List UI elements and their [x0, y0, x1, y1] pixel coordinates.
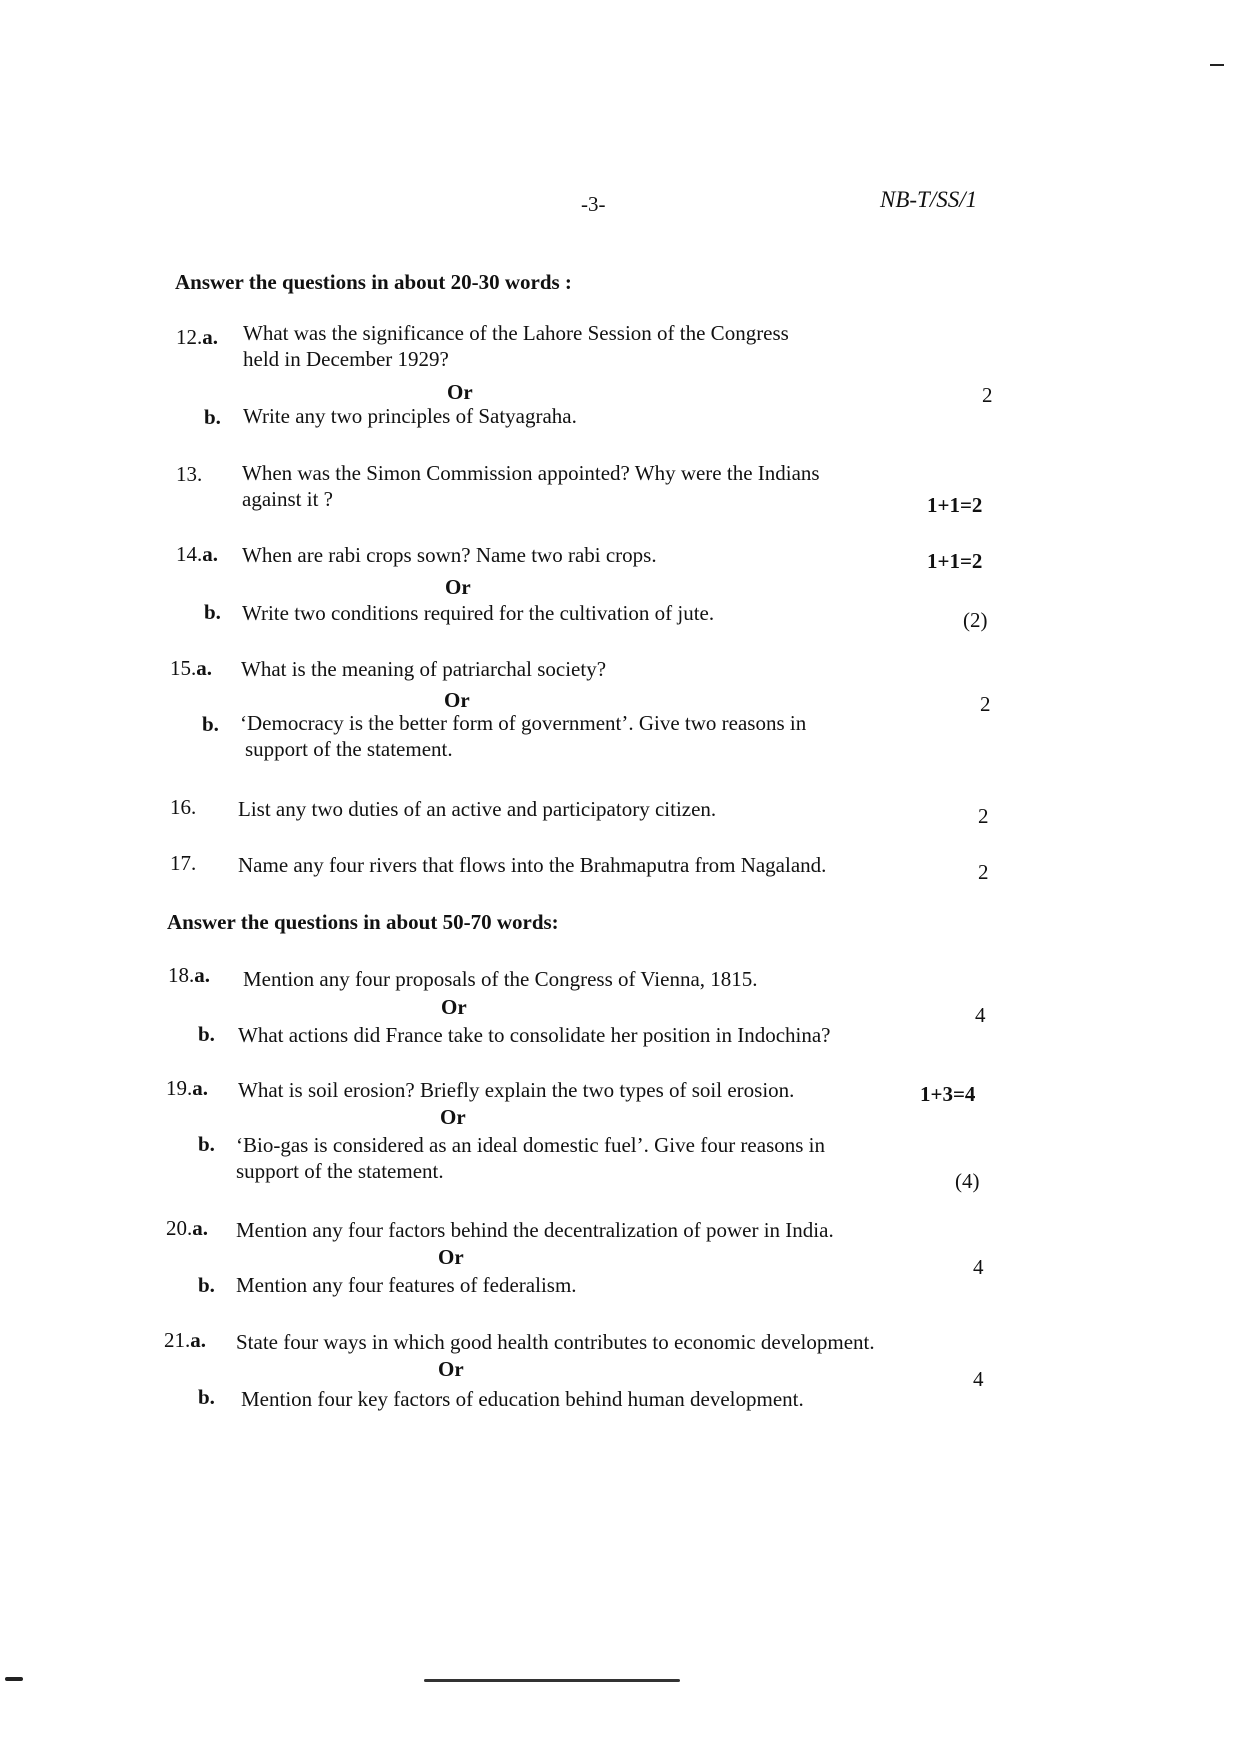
question-20b-text: Mention any four features of federalism. [236, 1273, 577, 1297]
question-15-part-b-letter: b. [202, 712, 219, 736]
question-17-text: Name any four rivers that flows into the Brahmaputra from Nagaland. [238, 853, 827, 877]
question-18a-text: Mention any four proposals of the Congress of Vienna, 1815. [243, 967, 758, 991]
question-number-12 [176, 325, 218, 350]
question-number-19 [166, 1076, 208, 1101]
question-20a-text: Mention any four factors behind the decentralization of power in India. [236, 1218, 834, 1242]
section-heading-short: Answer the questions in about 20-30 words : [175, 270, 572, 294]
question-13-line2: against it ? [242, 487, 333, 511]
question-12a-text [243, 320, 789, 372]
question-number-12-num: 12. [176, 325, 203, 349]
question-20-part-b-letter: b. [198, 1273, 215, 1297]
marks-14a: 1+1=2 [927, 549, 983, 573]
marks-15: 2 [980, 692, 991, 716]
marks-19b: (4) [955, 1169, 980, 1193]
question-21-part-a-letter: a. [190, 1328, 206, 1352]
question-15b-line2: support of the statement. [245, 737, 453, 761]
or-divider-19: Or [440, 1105, 466, 1129]
question-20-part-a-letter: a. [192, 1216, 208, 1240]
question-number-20 [166, 1216, 208, 1241]
paper-code: NB-T/SS/1 [880, 187, 978, 212]
question-number-20-num: 20. [166, 1216, 193, 1240]
marks-19a: 1+3=4 [920, 1082, 976, 1106]
marks-20: 4 [973, 1255, 984, 1279]
or-divider-12: Or [447, 380, 473, 404]
question-15a-text: What is the meaning of patriarchal society? [241, 657, 607, 681]
marks-16: 2 [978, 804, 989, 828]
question-15b-text [240, 710, 806, 762]
question-12-part-a-letter: a. [202, 325, 218, 349]
or-divider-18: Or [441, 995, 467, 1019]
question-number-14-num: 14. [176, 542, 203, 566]
scan-mark-bottom-left [5, 1677, 23, 1681]
question-number-15-num: 15. [170, 656, 197, 680]
question-16-text: List any two duties of an active and participatory citizen. [238, 797, 717, 821]
marks-12: 2 [982, 383, 993, 407]
question-12-part-b-letter: b. [204, 405, 221, 429]
question-21a-text: State four ways in which good health contributes to economic development. [236, 1330, 875, 1354]
question-number-21 [164, 1328, 206, 1353]
scan-mark-top-right [1210, 64, 1224, 66]
question-12b-text: Write any two principles of Satyagraha. [243, 404, 577, 428]
page-number: -3- [581, 192, 606, 216]
marks-13: 1+1=2 [927, 493, 983, 517]
marks-18: 4 [975, 1003, 986, 1027]
question-number-16: 16. [170, 795, 197, 819]
or-divider-15: Or [444, 688, 470, 712]
question-21-part-b-letter: b. [198, 1385, 215, 1409]
question-19b-text [236, 1132, 825, 1184]
question-number-21-num: 21. [164, 1328, 191, 1352]
question-number-18 [168, 963, 210, 988]
question-13-line1: When was the Simon Commission appointed? Why were the Indians [242, 461, 820, 485]
question-19b-line2: support of the statement. [236, 1159, 444, 1183]
marks-17: 2 [978, 860, 989, 884]
question-number-15 [170, 656, 212, 681]
question-number-18-num: 18. [168, 963, 195, 987]
marks-14b: (2) [963, 608, 988, 632]
question-12a-line1: What was the significance of the Lahore Session of the Congress [243, 321, 789, 345]
or-divider-21: Or [438, 1357, 464, 1381]
or-divider-14: Or [445, 575, 471, 599]
question-12a-line2: held in December 1929? [243, 347, 449, 371]
question-number-17: 17. [170, 851, 197, 875]
question-19-part-b-letter: b. [198, 1132, 215, 1156]
or-divider-20: Or [438, 1245, 464, 1269]
section-heading-long: Answer the questions in about 50-70 words: [167, 910, 559, 934]
question-15-part-a-letter: a. [196, 656, 212, 680]
marks-21: 4 [973, 1367, 984, 1391]
question-14-part-a-letter: a. [202, 542, 218, 566]
question-13-text [242, 460, 820, 512]
question-19-part-a-letter: a. [192, 1076, 208, 1100]
scan-mark-bottom-center [424, 1679, 680, 1682]
question-18b-text: What actions did France take to consolidate her position in Indochina? [238, 1023, 831, 1047]
question-number-19-num: 19. [166, 1076, 193, 1100]
question-14b-text: Write two conditions required for the cultivation of jute. [242, 601, 715, 625]
question-18-part-b-letter: b. [198, 1022, 215, 1046]
question-14a-text: When are rabi crops sown? Name two rabi crops. [242, 543, 657, 567]
question-18-part-a-letter: a. [194, 963, 210, 987]
question-14-part-b-letter: b. [204, 600, 221, 624]
question-19b-line1: ‘Bio-gas is considered as an ideal domestic fuel’. Give four reasons in [236, 1133, 825, 1157]
question-number-14 [176, 542, 218, 567]
question-19a-text: What is soil erosion? Briefly explain the two types of soil erosion. [238, 1078, 795, 1102]
question-number-13: 13. [176, 462, 203, 486]
question-21b-text: Mention four key factors of education behind human development. [241, 1387, 804, 1411]
question-15b-line1: ‘Democracy is the better form of government’. Give two reasons in [240, 711, 807, 735]
